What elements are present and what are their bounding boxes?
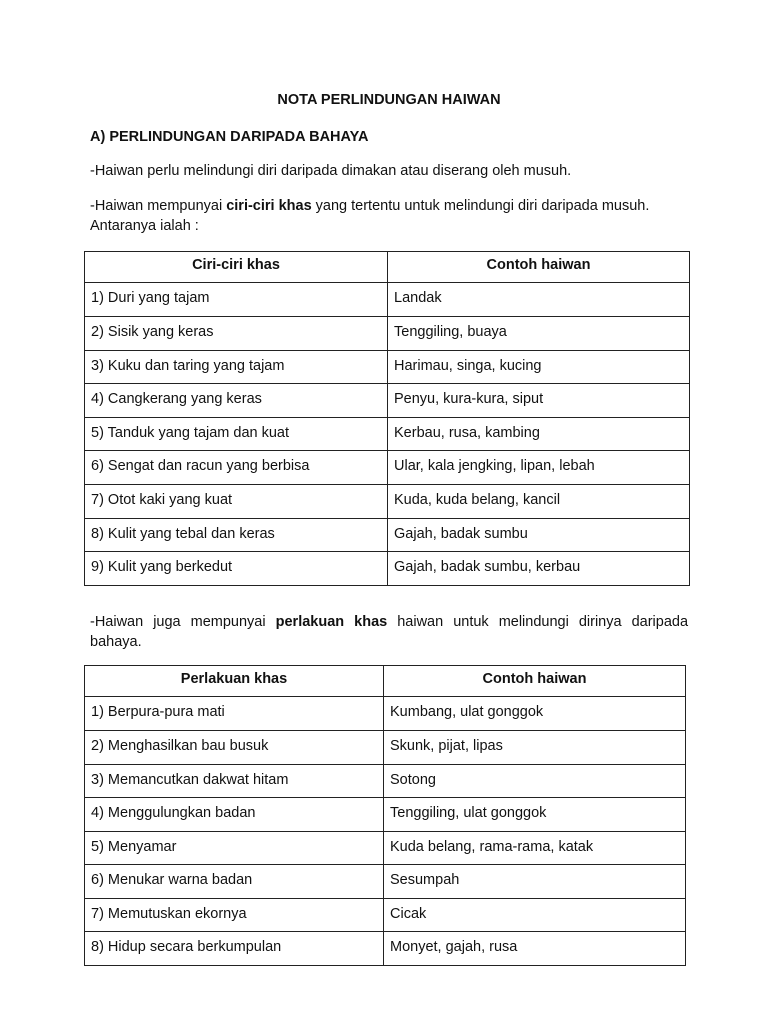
table-header-cell: Contoh haiwan: [388, 251, 690, 283]
table-row: [85, 932, 686, 966]
table-row: [85, 417, 690, 451]
table-cell-example: Tenggiling, buaya: [388, 317, 690, 351]
table-cell-feature: 9) Kulit yang berkedut: [85, 552, 388, 586]
table-cell-feature: 5) Tanduk yang tajam dan kuat: [85, 417, 388, 451]
table-cell-feature: 7) Otot kaki yang kuat: [85, 484, 388, 518]
table-cell-example: Kumbang, ulat gonggok: [384, 697, 686, 731]
table-row: [85, 350, 690, 384]
behaviours-table: [84, 665, 686, 966]
table-row: [85, 764, 686, 798]
paragraph-3: [90, 612, 688, 653]
table-cell-example: Kuda, kuda belang, kancil: [388, 484, 690, 518]
table-cell-example: Gajah, badak sumbu: [388, 518, 690, 552]
paragraph-1: -Haiwan perlu melindungi diri daripada dimakan atau diserang oleh musuh.: [90, 163, 572, 180]
paragraph-2-bold: ciri-ciri khas: [226, 197, 312, 214]
table-row: [85, 697, 686, 731]
section-heading: A) PERLINDUNGAN DARIPADA BAHAYA: [90, 128, 369, 145]
table-row: [85, 484, 690, 518]
table-header-row: [85, 665, 686, 697]
table-row: [85, 384, 690, 418]
table-header-cell: Ciri-ciri khas: [85, 251, 388, 283]
table-header-cell: Perlakuan khas: [85, 665, 384, 697]
table-row: [85, 283, 690, 317]
paragraph-3-bold: perlakuan khas: [275, 613, 388, 630]
table-row: [85, 552, 690, 586]
table-cell-feature: 5) Menyamar: [85, 831, 384, 865]
table-cell-feature: 2) Sisik yang keras: [85, 317, 388, 351]
table-row: [85, 730, 686, 764]
table-cell-example: Ular, kala jengking, lipan, lebah: [388, 451, 690, 485]
table-cell-feature: 6) Menukar warna badan: [85, 865, 384, 899]
table-row: [85, 898, 686, 932]
paragraph-2-text-after: yang tertentu untuk melindungi diri daripada musuh. Antaranya ialah :: [90, 197, 650, 235]
table-cell-feature: 1) Berpura-pura mati: [85, 697, 384, 731]
table-cell-feature: 8) Hidup secara berkumpulan: [85, 932, 384, 966]
table-cell-feature: 3) Memancutkan dakwat hitam: [85, 764, 384, 798]
table-cell-feature: 8) Kulit yang tebal dan keras: [85, 518, 388, 552]
table-cell-feature: 4) Cangkerang yang keras: [85, 384, 388, 418]
table-row: [85, 518, 690, 552]
document-title: NOTA PERLINDUNGAN HAIWAN: [277, 92, 501, 108]
table-cell-example: Harimau, singa, kucing: [388, 350, 690, 384]
table-cell-example: Gajah, badak sumbu, kerbau: [388, 552, 690, 586]
features-table: [84, 251, 690, 586]
paragraph-3-text-before: -Haiwan juga mempunyai: [90, 613, 276, 630]
table-cell-feature: 7) Memutuskan ekornya: [85, 898, 384, 932]
table-row: [85, 317, 690, 351]
paragraph-2: [90, 196, 688, 237]
table-row: [85, 798, 686, 832]
table-cell-feature: 4) Menggulungkan badan: [85, 798, 384, 832]
table-cell-example: Sesumpah: [384, 865, 686, 899]
table-header-cell: Contoh haiwan: [384, 665, 686, 697]
table-cell-example: Penyu, kura-kura, siput: [388, 384, 690, 418]
table-cell-feature: 6) Sengat dan racun yang berbisa: [85, 451, 388, 485]
table-cell-feature: 1) Duri yang tajam: [85, 283, 388, 317]
table-cell-feature: 3) Kuku dan taring yang tajam: [85, 350, 388, 384]
table-row: [85, 865, 686, 899]
paragraph-3-text-after: haiwan untuk melindungi dirinya daripada bahaya.: [90, 613, 689, 651]
table-row: [85, 451, 690, 485]
table-cell-example: Kerbau, rusa, kambing: [388, 417, 690, 451]
table-header-row: [85, 251, 690, 283]
paragraph-2-text-before: -Haiwan mempunyai: [90, 197, 227, 214]
table-cell-example: Skunk, pijat, lipas: [384, 730, 686, 764]
table-cell-example: Cicak: [384, 898, 686, 932]
table-cell-example: Tenggiling, ulat gonggok: [384, 798, 686, 832]
table-cell-example: Monyet, gajah, rusa: [384, 932, 686, 966]
table-cell-example: Kuda belang, rama-rama, katak: [384, 831, 686, 865]
table-cell-example: Sotong: [384, 764, 686, 798]
table-cell-feature: 2) Menghasilkan bau busuk: [85, 730, 384, 764]
table-row: [85, 831, 686, 865]
document-page: [90, 90, 688, 966]
table-cell-example: Landak: [388, 283, 690, 317]
